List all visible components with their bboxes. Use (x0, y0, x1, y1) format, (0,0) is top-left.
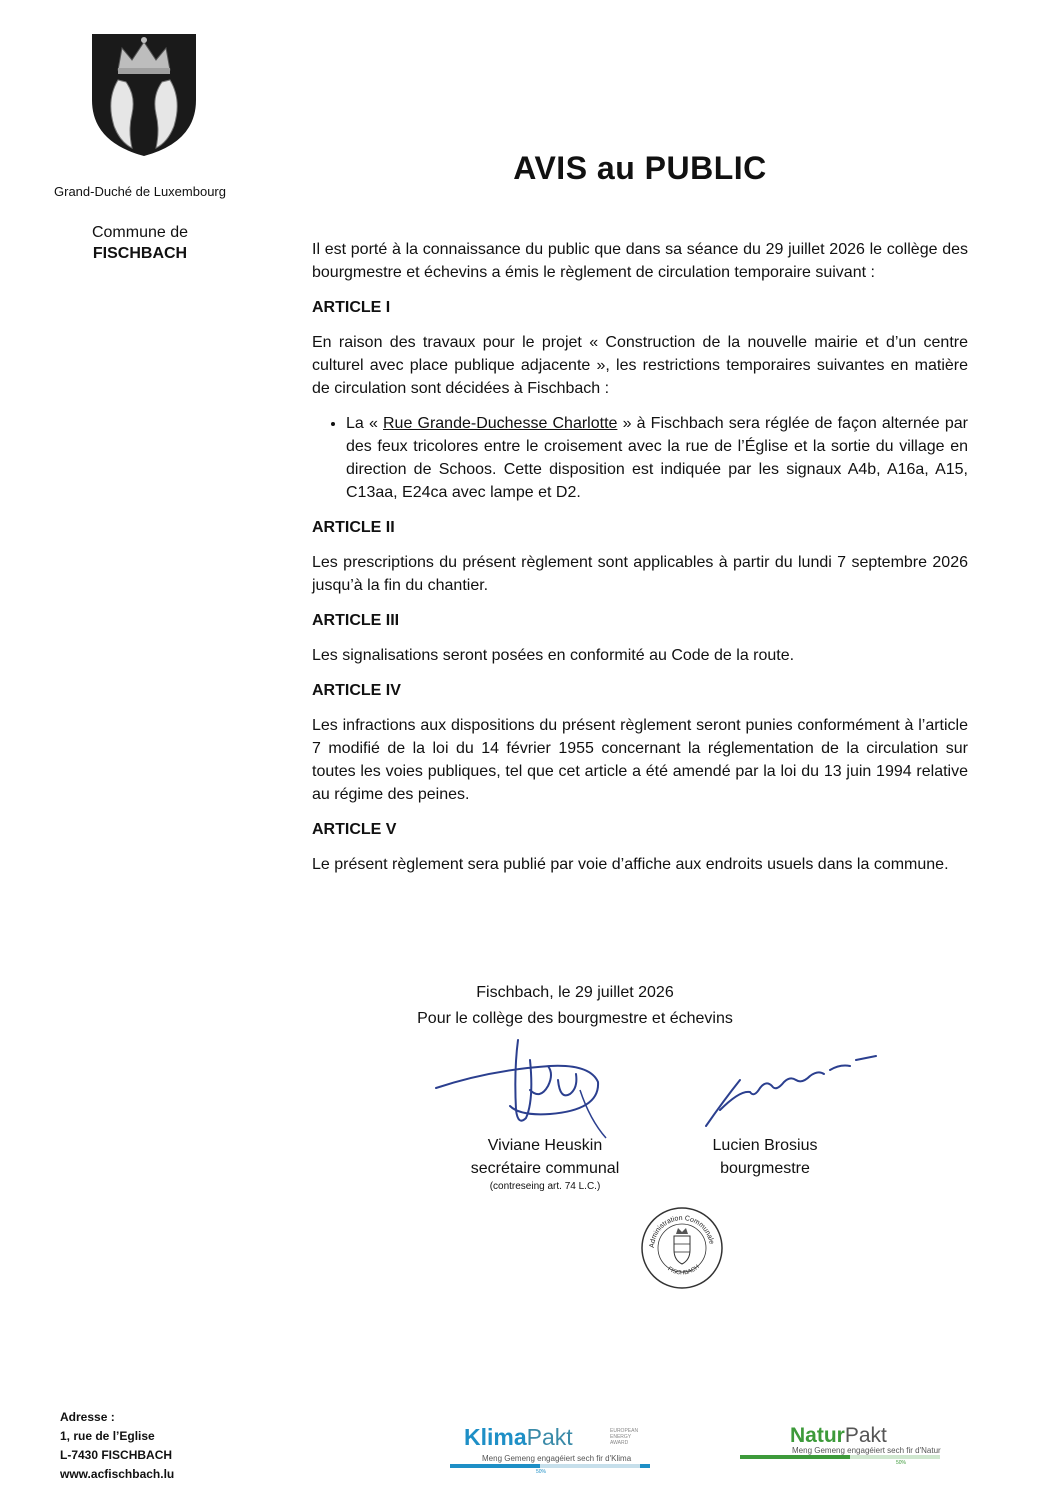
article-1-bullets (312, 412, 968, 504)
place-date: Fischbach, le 29 juillet 2026 (476, 984, 674, 1001)
signature-heuskin (430, 1030, 610, 1140)
signature-brosius (700, 1050, 880, 1130)
klimapakt-tagline: Meng Gemeng engagéiert sech fir d'Klima (482, 1454, 632, 1463)
signature-header (400, 980, 750, 1032)
klimapakt-wordmark (464, 1424, 573, 1451)
website-link[interactable]: www.acfischbach.lu (60, 1467, 175, 1481)
notice-body (312, 238, 968, 888)
article-2-heading: ARTICLE II (312, 519, 395, 536)
signer2-role: bourgmestre (720, 1160, 810, 1177)
signer-secretary (430, 1134, 660, 1194)
article-3-heading: ARTICLE III (312, 612, 400, 629)
naturpakt-bar-rest (850, 1455, 940, 1459)
signer1-name: Viviane Heuskin (487, 1137, 603, 1154)
naturpakt-tagline: Meng Gemeng engagéiert sech fir d'Natur (792, 1446, 941, 1455)
street-name: Rue Grande-Duchesse Charlotte (383, 415, 618, 432)
klimapakt-part1: Klima (464, 1424, 527, 1450)
article-2-text: Les prescriptions du présent règlement sont applicables à partir du lundi 7 septembre 2026 jusqu’à la fin du chantier. (312, 554, 968, 594)
signer1-role: secrétaire communal (470, 1160, 620, 1177)
official-stamp (640, 1206, 724, 1290)
article-1-heading: ARTICLE I (312, 299, 391, 316)
article-4-text: Les infractions aux dispositions du présent règlement seront punies conformément à l’article 7 modifié de la loi du 14 février 1955 concernant la réglementation de la circulation sur toutes les voies publiques, tel que cet article a été amendé par la loi du 13 juin 1994 relative au régime des peines. (312, 717, 968, 803)
klimapakt-percent: 50% (536, 1469, 547, 1475)
stamp-place: FISCHBACH (666, 1264, 701, 1277)
klimapakt-bar-rest (540, 1464, 640, 1468)
naturpakt-part1: Natur (790, 1424, 845, 1447)
klimapakt-part2: Pakt (526, 1424, 573, 1450)
signer-mayor (680, 1134, 850, 1180)
address-label: Adresse : (60, 1410, 115, 1424)
naturpakt-percent: 50% (896, 1460, 907, 1466)
article-4-heading: ARTICLE IV (312, 682, 401, 699)
naturpakt-logo (740, 1424, 960, 1474)
commune-coat-of-arms (88, 30, 200, 160)
commune-block (30, 222, 250, 264)
page-title: AVIS au PUBLIC (513, 150, 767, 186)
klimapakt-logo (440, 1424, 680, 1484)
article-3-text: Les signalisations seront posées en conformité au Code de la route. (312, 647, 795, 664)
intro-paragraph: Il est porté à la connaissance du public que dans sa séance du 29 juillet 2026 le collège des bourgmestre et échevins a émis le règlement de circulation temporaire suivant : (312, 241, 968, 281)
commune-label: Commune de (91, 224, 189, 241)
svg-text:FISCHBACH (666, 1264, 700, 1276)
article-1-text: En raison des travaux pour le projet « Construction de la nouvelle mairie et d’un centre culturel avec place publique adjacente », les restrictions temporaires suivantes en matière de circulation sont décidées à Fischbach : (312, 334, 968, 397)
bullet-suffix: » à Fischbach sera réglée de façon alternée par des feux tricolores entre le croisement avec la rue de l’Église et la sortie du village en direction de Schoos. Cette disposition est indiquée par les signaux A4b, A16a, A15, C13aa, E24ca avec lampe et D2. (346, 415, 968, 501)
signer1-note: (contreseing art. 74 L.C.) (489, 1181, 601, 1192)
naturpakt-wordmark (790, 1424, 887, 1448)
commune-name: FISCHBACH (92, 245, 188, 262)
signer2-name: Lucien Brosius (712, 1137, 818, 1154)
naturpakt-part2: Pakt (844, 1424, 887, 1447)
article-5-heading: ARTICLE V (312, 821, 397, 838)
bullet-prefix: La « (346, 415, 383, 432)
country-name: Grand-Duché de Luxembourg (54, 184, 226, 199)
klimapakt-award: EUROPEAN ENERGY AWARD (610, 1428, 639, 1446)
address-line2: L-7430 FISCHBACH (60, 1448, 173, 1462)
address-block (60, 1408, 260, 1484)
article-5-text: Le présent règlement sera publié par voie d’affiche aux endroits usuels dans la commune. (312, 856, 949, 873)
on-behalf-line: Pour le collège des bourgmestre et échevins (417, 1010, 733, 1027)
article-1-bullet (346, 412, 968, 504)
address-line1: 1, rue de l’Eglise (60, 1429, 155, 1443)
stamp-text: Administration Communale (648, 1214, 715, 1249)
